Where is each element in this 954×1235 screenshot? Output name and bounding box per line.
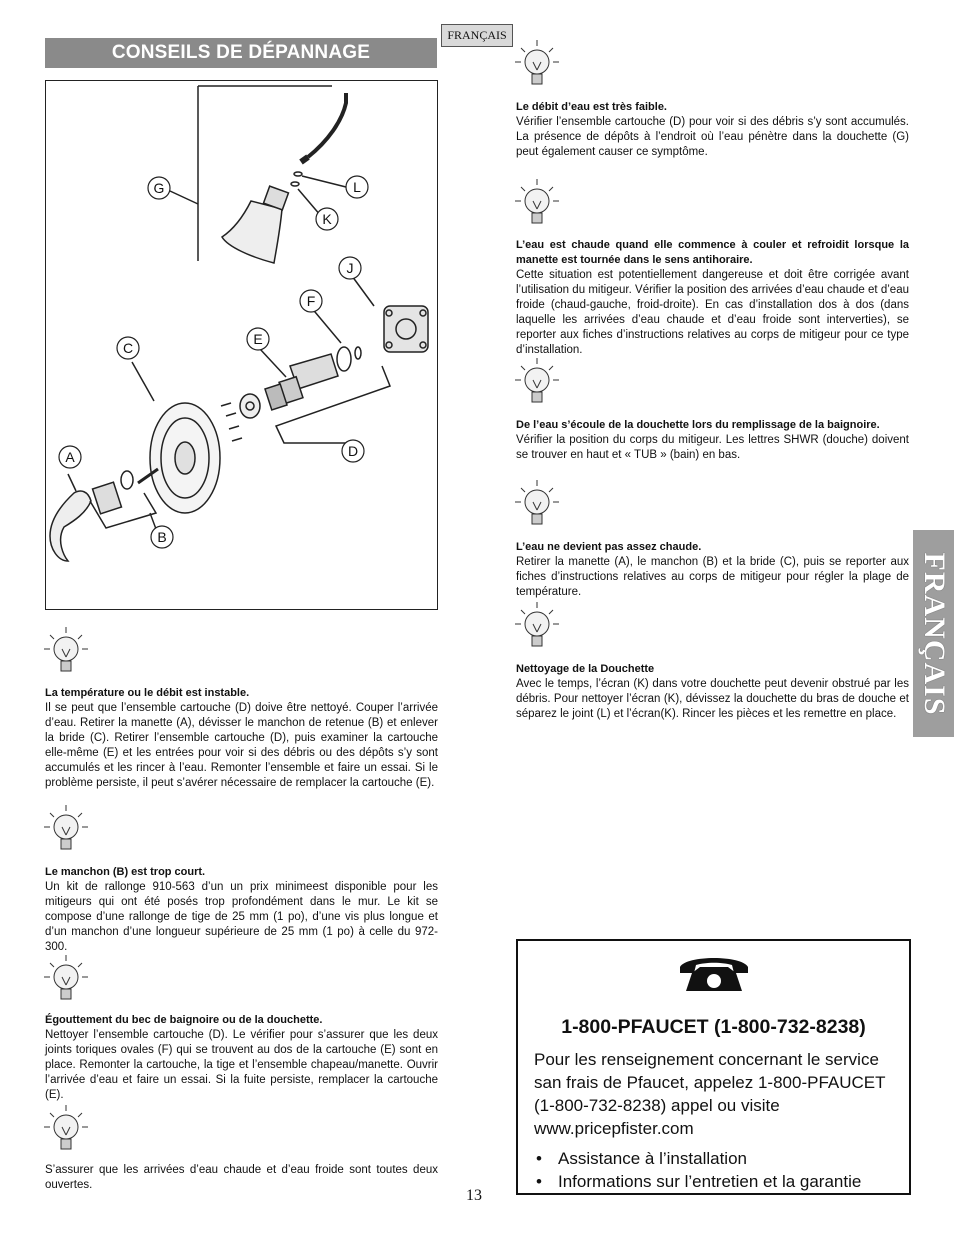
lightbulb-icon bbox=[515, 356, 559, 412]
tip-body: Cette situation est potentiellement dangereuse et doit être corrigée avant l’utilisation du mitigeur. Vérifier la position des arrivées d’eau chaude et d’eau froide (chaud-gauche, froid-droite). En cas d’installation dos à dos (dans laquelle les arrivées d’eau chaude et d’eau froide sont interverties), se reporter aux fiches d’instructions relatives au corps de mitigeur pour ce type d’installation. bbox=[516, 269, 909, 356]
contact-text: Pour les renseignement concernant le service san frais de Pfaucet, appelez 1-800-PFAUCET (1-800-732-8238) appel ou visite www.pricepfister.com bbox=[534, 1050, 886, 1138]
tip-dripping bbox=[45, 1013, 438, 1103]
contact-box bbox=[516, 939, 911, 1195]
language-tag: FRANÇAIS bbox=[441, 24, 513, 47]
tip-body: Avec le temps, l’écran (K) dans votre douchette peut devenir obstrué par les débris. Pour nettoyer l’écran (K), dévissez la douchette du bras de douche et séparez le joint (L) et l’écran(K). Rincer les pièces et les remettre en place. bbox=[516, 678, 909, 720]
telephone-icon bbox=[676, 953, 752, 993]
tip-title: De l’eau s’écoule de la douchette lors du remplissage de la baignoire. bbox=[516, 419, 880, 431]
label-j: J bbox=[346, 260, 354, 276]
page-number: 13 bbox=[466, 1187, 482, 1204]
label-f: F bbox=[306, 293, 316, 309]
tip-unstable-temperature bbox=[45, 686, 438, 791]
phone-number: 1-800-PFAUCET (1-800-732-8238) bbox=[561, 1016, 866, 1038]
tip-title: Égouttement du bec de baignoire ou de la douchette. bbox=[45, 1014, 323, 1026]
label-g: G bbox=[153, 180, 165, 196]
label-b: B bbox=[157, 529, 167, 545]
tip-title: L’eau ne devient pas assez chaude. bbox=[516, 541, 702, 553]
label-l: L bbox=[353, 179, 361, 195]
lightbulb-icon bbox=[515, 38, 559, 94]
tip-shower-leak bbox=[516, 418, 909, 463]
tip-body: Un kit de rallonge 910-563 d’un un prix minimeest disponible pour les mitigeurs qui ont été posés trop profondément dans le mur. Le kit se compose d’une rallonge de tige de 25 mm (1 po), d’une vis plus longue et d’un manchon d’une longueur supérieure de 25 mm (1 po) à celle du 972-300. bbox=[45, 881, 438, 953]
tip-title: Le manchon (B) est trop court. bbox=[45, 866, 206, 878]
lightbulb-icon bbox=[44, 1103, 88, 1159]
tip-hot-then-cold bbox=[516, 238, 909, 358]
tip-title: La température ou le débit est instable. bbox=[45, 687, 250, 699]
label-c: C bbox=[122, 340, 134, 356]
tip-body: Nettoyer l’ensemble cartouche (D). Le vérifier pour s’assurer que les deux joints toriques ovales (F) qui se trouvent au dos de la cartouche (E) sont en place. Remonter la cartouche, la tige et l’ensemble chapeau/manette. Ouvrir l’arrivée d’eau et faire un essai. Si la fuite persiste, remplacer la cartouche (E). bbox=[45, 1029, 438, 1101]
label-a: A bbox=[65, 449, 75, 465]
tip-title: Nettoyage de la Douchette bbox=[516, 663, 655, 675]
tip-low-flow bbox=[516, 100, 909, 160]
tip-body: Vérifier l’ensemble cartouche (D) pour voir si des débris s’y sont accumulés. La présence de dépôts à l’endroit où l’eau pénètre dans la douchette (G) peut également causer ce symptôme. bbox=[516, 116, 909, 158]
tip-sleeve-short bbox=[45, 865, 438, 955]
lightbulb-icon bbox=[44, 625, 88, 681]
lightbulb-icon bbox=[515, 177, 559, 233]
tip-title: Le débit d’eau est très faible. bbox=[516, 101, 667, 113]
diagram-drawing bbox=[46, 81, 437, 609]
lightbulb-icon bbox=[515, 600, 559, 656]
side-tab-label: FRANÇAIS bbox=[917, 551, 951, 716]
list-item: • Assistance à l’installation bbox=[536, 1147, 861, 1170]
tip-body: Il se peut que l’ensemble cartouche (D) doive être nettoyé. Couper l’arrivée d’eau. Retirer la manette (A), dévisser le manchon de retenue (B) et enlever la bride (C). Retirer l’ensemble cartouche (D), puis examiner la cartouche elle-même (E) et les entrées pour voir si des débris ou des dépôts s’y sont accumulés et les rincer à l’eau. Remonter l’ensemble et faire un essai. Si le problème persiste, il peut s’avérer nécessaire de remplacer la cartouche (E). bbox=[45, 702, 438, 789]
tip-body: S’assurer que les arrivées d’eau chaude et d’eau froide sont toutes deux ouvertes. bbox=[45, 1164, 438, 1191]
contact-bullets bbox=[536, 1147, 861, 1193]
label-k: K bbox=[322, 211, 332, 227]
tip-cleaning-shower bbox=[516, 662, 909, 722]
tip-body: Vérifier la position du corps du mitigeur. Les lettres SHWR (douche) doivent se trouver en haut et « TUB » (bain) en bas. bbox=[516, 434, 909, 461]
side-language-tab bbox=[913, 530, 954, 737]
page-title: CONSEILS DE DÉPANNAGE bbox=[45, 38, 437, 68]
tip-title: L’eau est chaude quand elle commence à couler et refroidit lorsque la manette est tournée dans le sens antihoraire. bbox=[516, 239, 909, 266]
tip-body: Retirer la manette (A), le manchon (B) et la bride (C), puis se reporter aux fiches d’instructions relatives au corps de mitigeur pour régler la plage de température. bbox=[516, 556, 909, 598]
label-e: E bbox=[253, 331, 263, 347]
tip-supplies-open bbox=[45, 1163, 438, 1193]
list-item: • Informations sur l’entretien et la garantie bbox=[536, 1170, 861, 1193]
exploded-parts-diagram bbox=[45, 80, 438, 610]
lightbulb-icon bbox=[44, 953, 88, 1009]
lightbulb-icon bbox=[515, 478, 559, 534]
label-d: D bbox=[347, 443, 359, 459]
lightbulb-icon bbox=[44, 803, 88, 859]
tip-not-hot bbox=[516, 540, 909, 600]
